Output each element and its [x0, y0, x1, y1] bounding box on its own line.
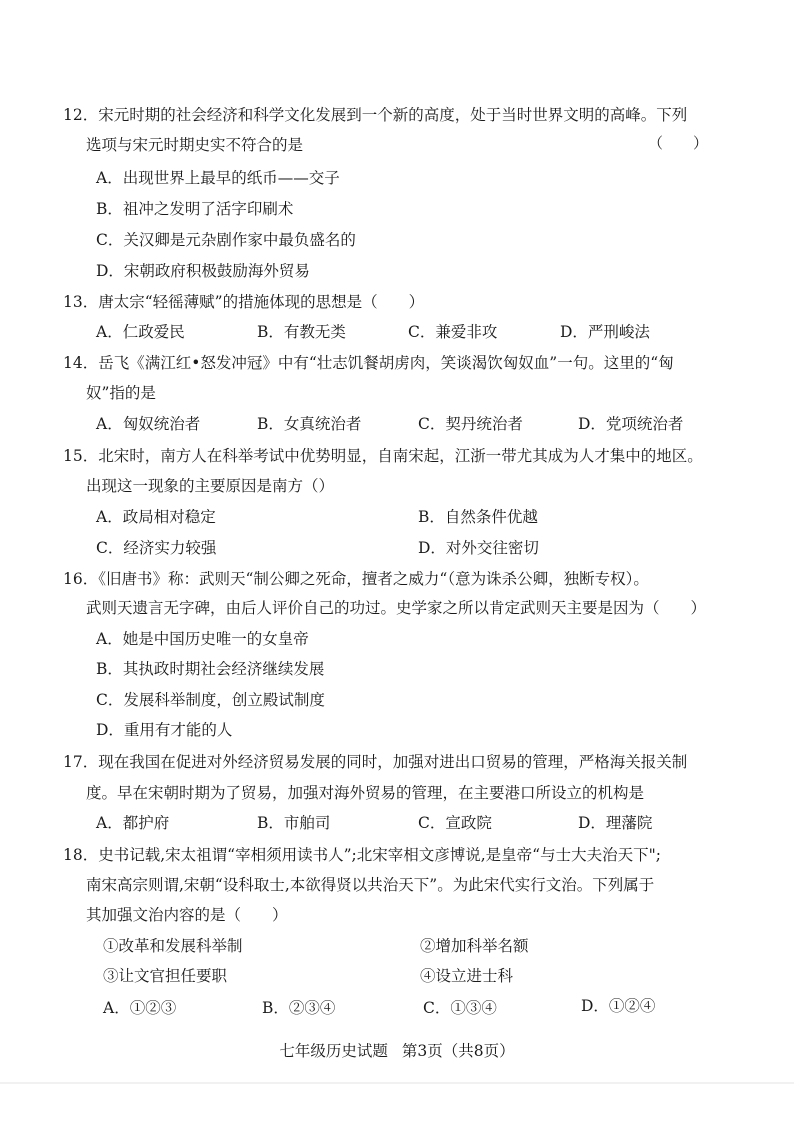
q12-option-a: A．出现世界上最早的纸币——交子: [96, 169, 340, 187]
q17-option-a: A．都护府: [96, 814, 170, 832]
scan-edge-divider: [0, 1082, 794, 1084]
q16-option-a: A．她是中国历史唯一的女皇帝: [96, 630, 309, 648]
q18-stem-line3: 其加强文治内容的是（ ）: [86, 906, 288, 924]
q13-option-a: A．仁政爱民: [96, 323, 185, 341]
q13-option-c: C．兼爱非攻: [408, 323, 498, 341]
q16-stem-line2: 武则天遗言无字碑，由后人评价自己的功过。史学家之所以肯定武则天主要是因为（ ）: [86, 599, 707, 617]
q15-option-d: D．对外交往密切: [418, 539, 539, 557]
q13-option-d: D．严刑峻法: [560, 323, 650, 341]
q13-option-b: B．有教无类: [257, 323, 346, 341]
q17-stem-line2: 度。早在宋朝时期为了贸易，加强对海外贸易的管理，在主要港口所设立的机构是: [86, 784, 645, 802]
q17-option-b: B．市舶司: [257, 814, 331, 832]
q18-option-a: A．①②③: [103, 999, 177, 1017]
q16-option-d: D．重用有才能的人: [96, 721, 233, 739]
q14-option-b: B．女真统治者: [257, 415, 362, 433]
q18-item-2: ②增加科举名额: [420, 937, 529, 955]
q15-option-c: C．经济实力较强: [96, 539, 217, 557]
q13-stem: 13．唐太宗“轻徭薄赋”的措施体现的思想是（ ）: [63, 293, 425, 311]
q15-stem-line1: 15．北宋时，南方人在科举考试中优势明显，自南宋起，江浙一带尤其成为人才集中的地区。: [63, 447, 703, 465]
q18-option-c: C．①③④: [423, 999, 497, 1017]
q18-option-b: B．②③④: [262, 999, 336, 1017]
q18-option-d: D．①②④: [581, 997, 656, 1015]
q12-option-d: D．宋朝政府积极鼓励海外贸易: [96, 262, 310, 280]
q14-option-a: A．匈奴统治者: [96, 415, 201, 433]
q12-option-c: C．关汉卿是元杂剧作家中最负盛名的: [96, 231, 356, 249]
q16-option-b: B．其执政时期社会经济继续发展: [96, 660, 325, 678]
q17-stem-line1: 17．现在我国在促进对外经济贸易发展的同时，加强对进出口贸易的管理，严格海关报关制: [63, 753, 688, 771]
q17-option-c: C．宣政院: [418, 814, 492, 832]
footer-exam-title: 七年级历史试题: [279, 1042, 388, 1060]
q18-item-4: ④设立进士科: [420, 967, 514, 985]
q16-option-c: C．发展科举制度，创立殿试制度: [96, 691, 325, 709]
q18-item-1: ①改革和发展科举制: [103, 937, 243, 955]
q12-option-b: B．祖冲之发明了活字印刷术: [96, 200, 294, 218]
q12-stem-line1: 12．宋元时期的社会经济和科学文化发展到一个新的高度，处于当时世界文明的高峰。下列: [63, 106, 688, 124]
q15-option-a: A．政局相对稳定: [96, 508, 216, 526]
q14-option-c: C．契丹统治者: [418, 415, 523, 433]
q14-stem-line2: 奴”指的是: [86, 384, 156, 402]
q12-stem-line2: 选项与宋元时期史实不符合的是: [86, 136, 304, 154]
q18-stem-line1: 18．史书记载,宋太祖谓“宰相须用读书人”;北宋宰相文彦博说,是皇帝“与士大夫治天下";: [63, 846, 661, 864]
q16-stem-line1: 16．《旧唐书》称：武则天“制公卿之死命，擅者之威力“（意为诛杀公卿，独断专权）。: [63, 570, 649, 588]
footer-page-number: 第3页（共8页）: [401, 1042, 515, 1060]
q15-option-b: B．自然条件优越: [418, 508, 538, 526]
q14-stem-line1: 14．岳飞《满江红•怒发冲冠》中有“壮志饥餐胡虏肉，笑谈渴饮匈奴血”一句。这里的“匈: [63, 354, 674, 372]
q18-item-3: ③让文官担任要职: [103, 967, 228, 985]
q18-stem-line2: 南宋高宗则谓,宋朝“设科取士,本欲得贤以共治天下”。为此宋代实行文治。下列属于: [86, 876, 655, 894]
q17-option-d: D．理藩院: [578, 814, 653, 832]
q15-stem-line2: 出现这一现象的主要原因是南方（）: [86, 477, 335, 495]
page-footer: [0, 1041, 794, 1061]
q12-answer-blank: （ ）: [648, 134, 709, 152]
q14-option-d: D．党项统治者: [578, 415, 684, 433]
